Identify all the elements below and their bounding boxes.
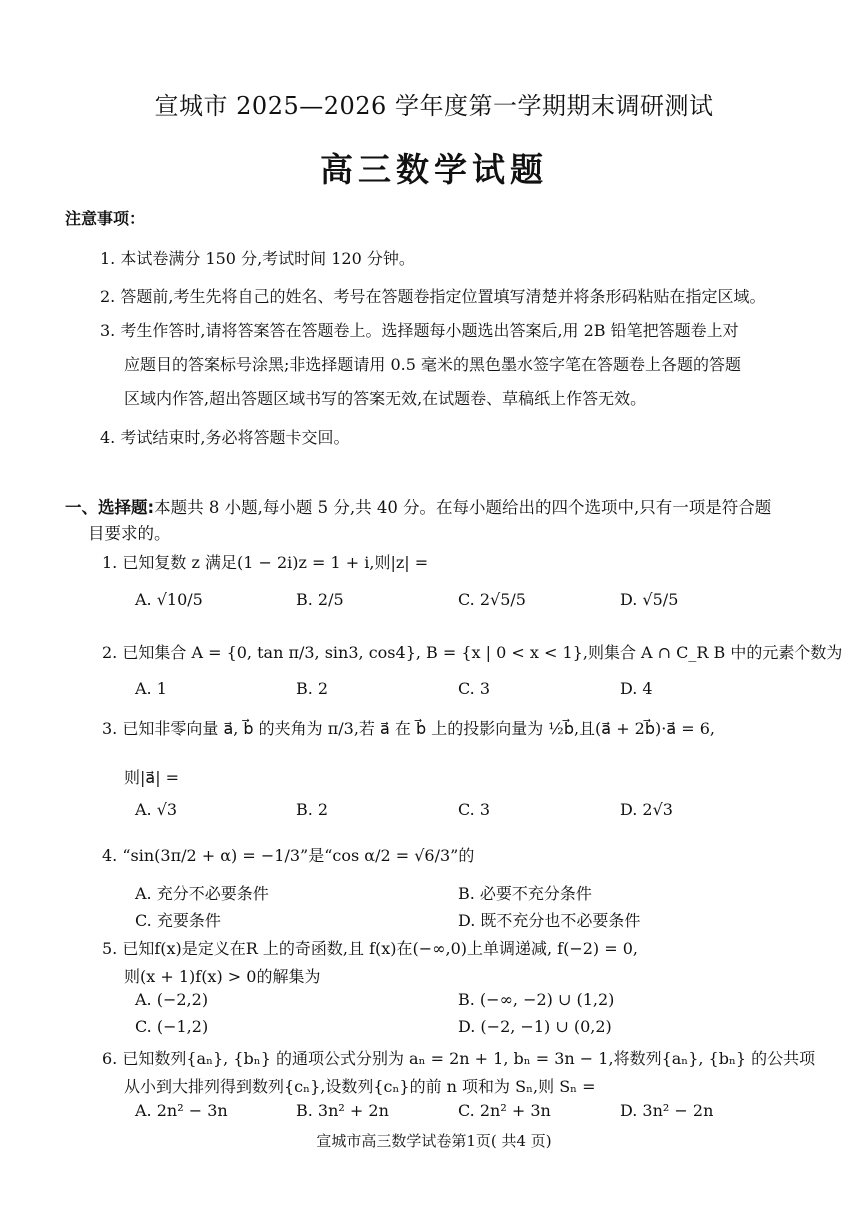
- question-1-stem: 1. 已知复数 z 满足(1 − 2i)z = 1 + i,则|z| =: [102, 553, 429, 572]
- notice-item-3-cont-b: 区域内作答,超出答题区域书写的答案无效,在试题卷、草稿纸上作答无效。: [124, 389, 647, 408]
- question-3-option-a: A. √3: [135, 800, 178, 819]
- question-1-option-c: C. 2√5/5: [458, 590, 526, 609]
- question-5-option-a: A. (−2,2): [135, 990, 209, 1009]
- section-intro-cont: 目要求的。: [88, 524, 171, 543]
- notice-item-2: 2. 答题前,考生先将自己的姓名、考号在答题卷指定位置填写清楚并将条形码粘贴在指定区域。: [100, 287, 766, 306]
- question-2-option-a: A. 1: [135, 679, 167, 698]
- question-6-option-b: B. 3n² + 2n: [296, 1101, 389, 1120]
- question-4-option-b: B. 必要不充分条件: [458, 884, 592, 903]
- question-6-option-a: A. 2n² − 3n: [135, 1101, 228, 1120]
- section-label: 一、选择题:: [65, 498, 155, 517]
- question-1-option-d: D. √5/5: [620, 590, 679, 609]
- question-4-option-a: A. 充分不必要条件: [135, 884, 269, 903]
- notice-item-3-cont-a: 应题目的答案标号涂黑;非选择题请用 0.5 毫米的黑色墨水签字笔在答题卷上各题的答题: [124, 355, 742, 374]
- question-3-stem: 3. 已知非零向量 a⃗, b⃗ 的夹角为 π/3,若 a⃗ 在 b⃗ 上的投影向量为 ½b⃗,且(a⃗ + 2b⃗)·a⃗ = 6,: [102, 719, 715, 738]
- notice-item-1: 1. 本试卷满分 150 分,考试时间 120 分钟。: [100, 249, 415, 268]
- question-4-option-d: D. 既不充分也不必要条件: [458, 911, 641, 930]
- exam-subtitle: 高三数学试题: [320, 150, 548, 189]
- page-footer: 宣城市高三数学试卷第1页( 共4 页): [316, 1132, 552, 1150]
- question-4-stem: 4. “sin(3π/2 + α) = −1/3”是“cos α/2 = √6/3”的: [102, 846, 475, 865]
- question-2-stem: 2. 已知集合 A = {0, tan π/3, sin3, cos4}, B = {x | 0 < x < 1},则集合 A ∩ C_R B 中的元素个数为: [102, 643, 843, 662]
- question-6-stem: 6. 已知数列{aₙ}, {bₙ} 的通项公式分别为 aₙ = 2n + 1, bₙ = 3n − 1,将数列{aₙ}, {bₙ} 的公共项: [102, 1049, 816, 1068]
- question-3-stem-cont: 则|a⃗| =: [124, 768, 180, 787]
- question-2-option-b: B. 2: [296, 679, 329, 698]
- question-1-option-b: B. 2/5: [296, 590, 344, 609]
- question-5-option-d: D. (−2, −1) ∪ (0,2): [458, 1017, 612, 1036]
- exam-title: 宣城市 2025—2026 学年度第一学期期末调研测试: [154, 92, 714, 120]
- question-3-option-b: B. 2: [296, 800, 329, 819]
- question-6-option-c: C. 2n² + 3n: [458, 1101, 551, 1120]
- question-5-stem: 5. 已知f(x)是定义在R 上的奇函数,且 f(x)在(−∞,0)上单调递减, f(−2) = 0,: [102, 939, 639, 958]
- section-intro: [65, 494, 771, 518]
- question-5-option-c: C. (−1,2): [135, 1017, 209, 1036]
- notice-item-4: 4. 考试结束时,务必将答题卡交回。: [100, 428, 350, 447]
- question-3-option-d: D. 2√3: [620, 800, 673, 819]
- question-1-option-a: A. √10/5: [135, 590, 203, 609]
- question-4-option-c: C. 充要条件: [135, 911, 221, 930]
- question-5-stem-cont: 则(x + 1)f(x) > 0的解集为: [124, 967, 321, 986]
- question-3-option-c: C. 3: [458, 800, 491, 819]
- question-5-option-b: B. (−∞, −2) ∪ (1,2): [458, 990, 615, 1009]
- question-2-option-d: D. 4: [620, 679, 653, 698]
- question-6-option-d: D. 3n² − 2n: [620, 1101, 714, 1120]
- question-6-stem-cont: 从小到大排列得到数列{cₙ},设数列{cₙ}的前 n 项和为 Sₙ,则 Sₙ =: [124, 1077, 596, 1096]
- section-intro-text: 本题共 8 小题,每小题 5 分,共 40 分。在每小题给出的四个选项中,只有一项是符合题: [154, 498, 772, 517]
- notice-heading: 注意事项：: [65, 209, 146, 228]
- notice-item-3: 3. 考生作答时,请将答案答在答题卷上。选择题每小题选出答案后,用 2B 铅笔把答题卷上对: [100, 321, 739, 340]
- question-2-option-c: C. 3: [458, 679, 491, 698]
